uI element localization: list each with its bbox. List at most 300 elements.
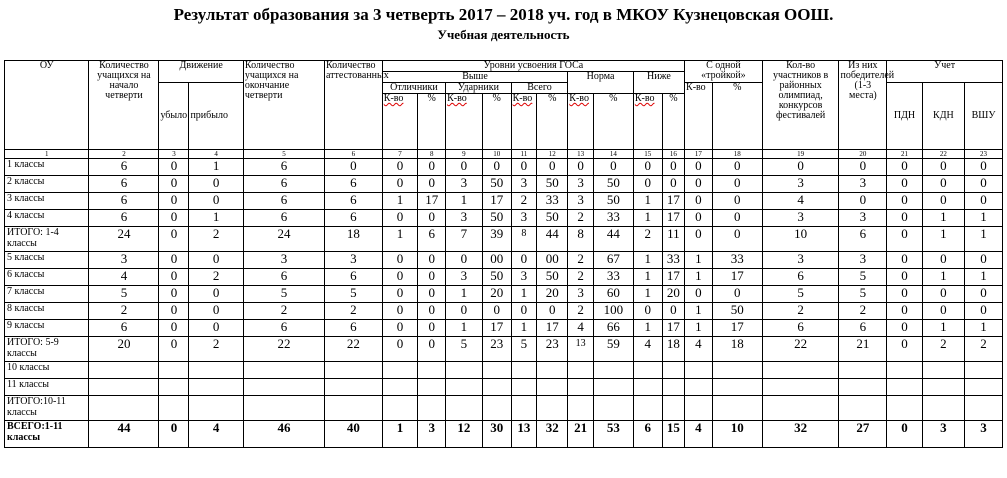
table-cell [382,362,418,379]
table-cell: 6 [89,159,159,176]
column-number: 16 [662,150,684,159]
table-cell: 6 [243,176,324,193]
header-vshu: ВШУ [965,83,1003,150]
table-cell: 6 [243,193,324,210]
table-cell: 0 [887,227,923,252]
table-cell: 1 [685,320,713,337]
table-cell: 18 [662,337,684,362]
table-cell: 11 [662,227,684,252]
table-cell: 0 [922,176,964,193]
header-pdn: ПДН [887,83,923,150]
table-cell: 1 [922,320,964,337]
table-cell: 2 [568,252,594,269]
table-cell: 6 [89,210,159,227]
table-cell: 32 [762,421,839,448]
table-cell: 0 [922,252,964,269]
table-cell: 20 [662,286,684,303]
table-cell: 20 [537,286,568,303]
table-cell: 1 [446,286,483,303]
table-cell [89,379,159,396]
header-levels: Уровни усвоения ГОСа [382,61,684,72]
table-cell: 1 [446,193,483,210]
table-cell [243,396,324,421]
table-cell [159,396,189,421]
table-cell: 0 [887,303,923,320]
table-cell: 0 [159,176,189,193]
table-cell [685,396,713,421]
table-cell: 00 [537,252,568,269]
table-cell: 0 [922,193,964,210]
table-cell: 0 [511,252,537,269]
table-cell: 1 [922,210,964,227]
table-row [5,159,1003,176]
table-cell: 22 [325,337,383,362]
table-cell: 32 [537,421,568,448]
table-cell: 6 [839,227,887,252]
table-cell: 67 [593,252,633,269]
row-label: 6 классы [5,269,89,286]
table-cell: 1 [189,210,243,227]
table-cell: 0 [418,159,446,176]
table-cell: 17 [482,320,511,337]
table-cell: 0 [633,159,662,176]
table-cell: 4 [568,320,594,337]
table-cell: 3 [243,252,324,269]
table-cell: 50 [712,303,762,320]
table-cell [965,396,1003,421]
table-cell: 0 [482,159,511,176]
table-cell: 1 [633,286,662,303]
row-label: 10 классы [5,362,89,379]
table-cell [243,379,324,396]
table-cell: 22 [243,337,324,362]
table-cell [511,379,537,396]
table-cell: 3 [965,421,1003,448]
table-row [5,303,1003,320]
table-cell: 6 [243,320,324,337]
column-number: 8 [418,150,446,159]
column-number: 19 [762,150,839,159]
table-cell: 2 [839,303,887,320]
table-cell: 27 [839,421,887,448]
table-cell [965,362,1003,379]
table-cell: 0 [382,303,418,320]
table-cell: 1 [633,269,662,286]
row-label: 4 классы [5,210,89,227]
table-cell: 0 [839,193,887,210]
table-cell [159,362,189,379]
table-cell: 39 [482,227,511,252]
table-cell [482,396,511,421]
table-cell: 4 [762,193,839,210]
header-one-three: С одной «тройкой» [685,61,763,83]
table-row [5,210,1003,227]
header-kvo: К-во [512,93,533,104]
table-cell: 46 [243,421,324,448]
table-cell: 33 [712,252,762,269]
table-cell: 1 [633,193,662,210]
table-row [5,269,1003,286]
table-cell: 6 [839,320,887,337]
table-cell: 0 [685,159,713,176]
table-cell [89,362,159,379]
table-cell: 0 [922,303,964,320]
table-cell: 6 [325,320,383,337]
table-cell: 53 [593,421,633,448]
table-cell: 3 [511,210,537,227]
table-cell: 21 [568,421,594,448]
table-cell: 6 [325,193,383,210]
table-cell: 0 [325,159,383,176]
table-cell: 0 [511,159,537,176]
column-number: 21 [887,150,923,159]
table-cell [593,379,633,396]
table-body [5,159,1003,448]
table-cell: 3 [446,176,483,193]
column-number: 1 [5,150,89,159]
table-cell: 6 [243,210,324,227]
table-cell: 3 [325,252,383,269]
table-cell: 50 [482,269,511,286]
table-row [5,362,1003,379]
column-number: 12 [537,150,568,159]
table-cell [662,396,684,421]
table-cell: 23 [537,337,568,362]
document-title: Результат образования за 3 четверть 2017 – 2018 уч. год в МКОУ Кузнецовская ООШ. [173,5,834,24]
table-cell: 15 [662,421,684,448]
table-cell: 0 [159,252,189,269]
table-cell: 3 [89,252,159,269]
table-cell: 0 [511,303,537,320]
table-cell: 1 [965,210,1003,227]
table-cell: 3 [446,269,483,286]
table-cell: 4 [685,337,713,362]
table-cell: 0 [887,176,923,193]
header-end-count: Количество учащихся на окончание четверти [243,61,324,150]
table-cell: 1 [633,320,662,337]
table-cell [325,396,383,421]
table-cell [762,379,839,396]
header-above: Выше [382,72,568,83]
table-cell: 2 [922,337,964,362]
table-cell: 0 [189,193,243,210]
table-cell: 0 [382,210,418,227]
table-cell: 1 [189,159,243,176]
header-ou: ОУ [5,61,89,150]
table-cell: 0 [382,337,418,362]
table-cell: 0 [712,159,762,176]
table-cell [537,379,568,396]
table-cell: 30 [482,421,511,448]
table-cell [568,379,594,396]
row-label: ИТОГО: 5-9 классы [5,337,89,362]
header-below: Ниже [633,72,684,94]
table-cell [762,396,839,421]
table-cell: 2 [568,210,594,227]
table-cell [922,379,964,396]
header-arrived: прибыло [189,83,243,150]
table-cell [712,379,762,396]
table-cell: 0 [189,252,243,269]
row-label: 1 классы [5,159,89,176]
table-cell: 44 [593,227,633,252]
table-cell: 0 [887,252,923,269]
table-cell [593,396,633,421]
table-cell: 1 [965,269,1003,286]
table-cell [325,362,383,379]
table-cell [887,396,923,421]
table-cell: 0 [159,227,189,252]
table-cell: 4 [89,269,159,286]
table-cell [89,396,159,421]
table-cell: 0 [593,159,633,176]
table-cell [418,379,446,396]
table-cell: 12 [446,421,483,448]
table-cell: 0 [712,210,762,227]
table-cell: 0 [159,193,189,210]
header-winners: Из них победителей (1-3 места) [839,61,887,150]
table-cell: 0 [887,421,923,448]
table-cell: 3 [762,210,839,227]
table-cell: 50 [537,210,568,227]
header-kvo: К-во [634,93,655,104]
table-cell: 1 [685,269,713,286]
table-cell: 0 [887,193,923,210]
column-number: 23 [965,150,1003,159]
table-cell: 60 [593,286,633,303]
table-cell: 33 [537,193,568,210]
table-cell: 0 [712,193,762,210]
table-cell: 6 [325,176,383,193]
table-cell: 0 [382,269,418,286]
column-number: 17 [685,150,713,159]
header-kvo: К-во [447,93,467,104]
table-cell [537,396,568,421]
table-cell: 1 [922,269,964,286]
table-cell: 2 [189,337,243,362]
table-cell: 44 [537,227,568,252]
table-cell: 6 [243,269,324,286]
table-cell: 3 [511,269,537,286]
table-cell: 22 [762,337,839,362]
column-number: 20 [839,150,887,159]
table-cell: 0 [965,303,1003,320]
table-cell: 6 [418,227,446,252]
table-cell: 2 [189,227,243,252]
table-cell [189,362,243,379]
table-cell: 3 [446,210,483,227]
table-cell [382,379,418,396]
table-cell [568,362,594,379]
table-cell: 0 [887,337,923,362]
table-cell: 3 [839,252,887,269]
header-kvo: К-во [685,83,713,150]
table-cell: 3 [568,176,594,193]
table-cell [922,396,964,421]
table-cell: 5 [243,286,324,303]
table-cell: 0 [189,286,243,303]
table-row [5,396,1003,421]
table-cell: 33 [662,252,684,269]
table-cell: 5 [511,337,537,362]
header-total: Всего [511,83,568,94]
table-cell [633,396,662,421]
table-cell: 8 [568,227,594,252]
table-cell: 17 [712,320,762,337]
table-cell: 1 [965,320,1003,337]
table-cell: 0 [965,193,1003,210]
table-cell: 0 [446,303,483,320]
header-percent: % [593,94,633,150]
table-cell [382,396,418,421]
table-cell: 0 [159,210,189,227]
table-row [5,337,1003,362]
table-row [5,227,1003,252]
table-cell: 5 [762,286,839,303]
table-cell: 0 [418,252,446,269]
table-cell: 0 [568,159,594,176]
table-cell: 0 [685,210,713,227]
table-cell: 0 [159,337,189,362]
table-cell: 0 [712,227,762,252]
table-cell: 13 [511,421,537,448]
table-cell: 33 [593,269,633,286]
column-number: 4 [189,150,243,159]
table-cell: 1 [382,421,418,448]
table-cell: 59 [593,337,633,362]
table-cell: 3 [511,176,537,193]
table-cell [887,362,923,379]
table-cell: 24 [89,227,159,252]
column-number: 9 [446,150,483,159]
table-cell [633,362,662,379]
table-cell: 4 [685,421,713,448]
table-cell: 10 [762,227,839,252]
table-cell: 50 [482,210,511,227]
table-cell: 0 [159,303,189,320]
table-cell: 1 [382,193,418,210]
table-cell: 0 [446,252,483,269]
table-row [5,421,1003,448]
table-cell: 0 [418,176,446,193]
table-row [5,320,1003,337]
table-cell: 3 [762,176,839,193]
column-number: 22 [922,150,964,159]
table-cell [537,362,568,379]
table-cell: 3 [568,193,594,210]
table-cell: 0 [189,303,243,320]
table-cell [712,362,762,379]
table-cell: 100 [593,303,633,320]
header-start-count: Количество учащихся на начало четверти [89,61,159,150]
table-cell: 2 [325,303,383,320]
table-cell: 6 [325,269,383,286]
table-cell: 0 [922,286,964,303]
table-cell: 5 [839,286,887,303]
header-percent: % [662,94,684,150]
table-cell: 1 [511,286,537,303]
table-cell: 00 [482,252,511,269]
table-cell: 1 [446,320,483,337]
table-cell: 33 [593,210,633,227]
table-cell: 17 [712,269,762,286]
table-cell [712,396,762,421]
header-olymp: Кол-во участников в районных олимпиад, конкурсов фестивалей [762,61,839,150]
table-cell: 0 [418,303,446,320]
table-cell: 3 [922,421,964,448]
table-cell: 1 [382,227,418,252]
column-number: 10 [482,150,511,159]
row-label: 5 классы [5,252,89,269]
table-cell: 17 [482,193,511,210]
table-cell: 0 [159,286,189,303]
table-cell: 0 [382,176,418,193]
table-cell: 0 [965,159,1003,176]
table-cell [189,396,243,421]
table-cell [418,396,446,421]
table-cell: 20 [89,337,159,362]
table-cell: 0 [418,269,446,286]
table-cell: 17 [662,269,684,286]
results-table [4,60,1003,448]
column-number: 2 [89,150,159,159]
header-movement: Движение [159,61,243,83]
table-cell: 1 [685,252,713,269]
table-cell: 40 [325,421,383,448]
table-cell [685,379,713,396]
header-kvo: К-во [569,93,589,104]
table-cell: 0 [418,210,446,227]
table-cell: 0 [887,159,923,176]
table-cell: 0 [418,337,446,362]
column-number-row [5,150,1003,159]
table-cell: 0 [159,269,189,286]
table-cell [762,362,839,379]
table-cell: 1 [685,303,713,320]
table-cell: 50 [593,193,633,210]
table-cell: 6 [89,320,159,337]
table-row [5,379,1003,396]
table-cell: 0 [418,286,446,303]
table-cell [446,379,483,396]
table-row [5,286,1003,303]
table-cell [568,396,594,421]
table-cell: 0 [712,286,762,303]
table-cell [839,362,887,379]
header-kdn: КДН [922,83,964,150]
table-cell: 2 [762,303,839,320]
table-cell: 0 [685,286,713,303]
table-cell: 3 [839,210,887,227]
header-percent: % [418,94,446,150]
table-cell: 21 [839,337,887,362]
table-cell [243,362,324,379]
table-cell: 6 [89,176,159,193]
table-cell: 4 [189,421,243,448]
table-cell: 50 [482,176,511,193]
table-row [5,193,1003,210]
row-label: ВСЕГО:1-11 классы [5,421,89,448]
table-cell [965,379,1003,396]
row-label: 2 классы [5,176,89,193]
table-cell [839,396,887,421]
table-cell: 0 [662,159,684,176]
table-cell [839,379,887,396]
table-cell: 0 [482,303,511,320]
table-cell: 1 [633,210,662,227]
table-cell: 0 [662,303,684,320]
column-number: 18 [712,150,762,159]
